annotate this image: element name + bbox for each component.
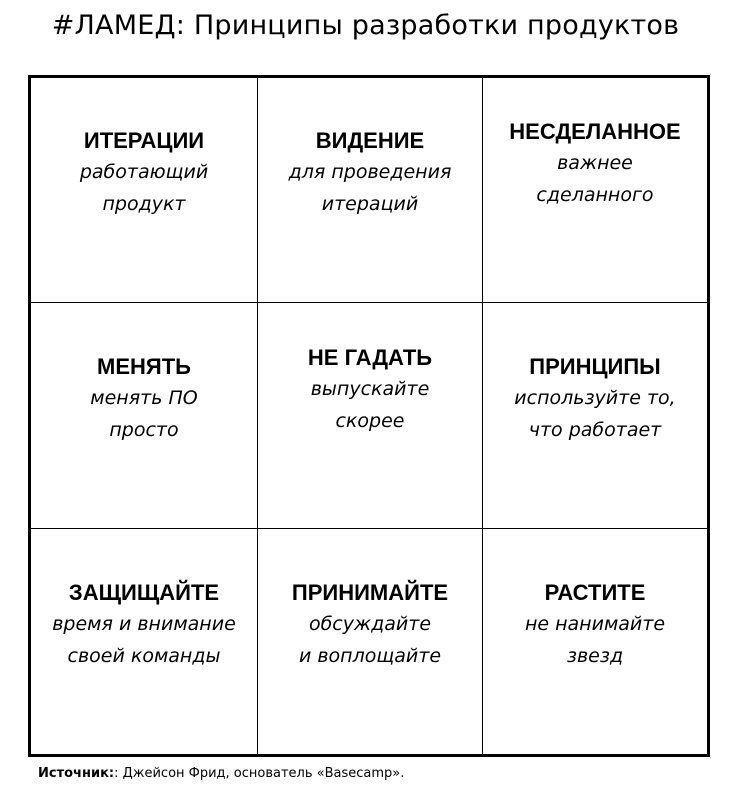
cell-text: выпускайте скорее bbox=[310, 377, 430, 432]
cell-text: важнее сделанного bbox=[536, 152, 654, 206]
grid-cell-undone bbox=[483, 78, 707, 303]
source-label: Источник: bbox=[38, 766, 115, 781]
cell-text: работающий продукт bbox=[79, 161, 209, 215]
cell-text: используйте то, что работает bbox=[514, 386, 676, 441]
grid-cell-iterations bbox=[31, 78, 258, 303]
cell-text: для проведения итераций bbox=[288, 161, 452, 215]
cell-heading: РАСТИТЕ bbox=[544, 579, 646, 605]
cell-heading: ПРИНИМАЙТЕ bbox=[291, 579, 449, 605]
grid-cell-no-guessing bbox=[258, 303, 483, 529]
grid-cell-principles bbox=[483, 303, 707, 529]
cell-heading: НЕСДЕЛАННОЕ bbox=[509, 119, 681, 144]
source-text: : Джейсон Фрид, основатель «Basecamp». bbox=[114, 766, 405, 781]
source-note bbox=[38, 766, 404, 781]
page-title: #ЛАМЕД: Принципы разработки продуктов bbox=[51, 10, 680, 41]
cell-text: обсуждайте и воплощайте bbox=[298, 612, 442, 667]
grid-cell-accept bbox=[258, 529, 483, 754]
cell-heading: МЕНЯТЬ bbox=[97, 353, 191, 379]
cell-heading: ВИДЕНИЕ bbox=[315, 128, 425, 153]
cell-text: не нанимайте звезд bbox=[524, 612, 666, 667]
grid-cell-protect bbox=[31, 529, 258, 754]
grid-cell-grow bbox=[483, 529, 707, 754]
cell-heading: НЕ ГАДАТЬ bbox=[307, 344, 433, 370]
cell-heading: ЗАЩИЩАЙТЕ bbox=[68, 579, 220, 605]
grid-cell-change bbox=[31, 303, 258, 529]
cell-text: время и внимание своей команды bbox=[52, 612, 236, 667]
cell-text: менять ПО просто bbox=[90, 386, 198, 441]
cell-heading: ИТЕРАЦИИ bbox=[83, 128, 205, 153]
principles-grid bbox=[28, 75, 710, 757]
grid-cell-vision bbox=[258, 78, 483, 303]
cell-heading: ПРИНЦИПЫ bbox=[529, 353, 661, 379]
